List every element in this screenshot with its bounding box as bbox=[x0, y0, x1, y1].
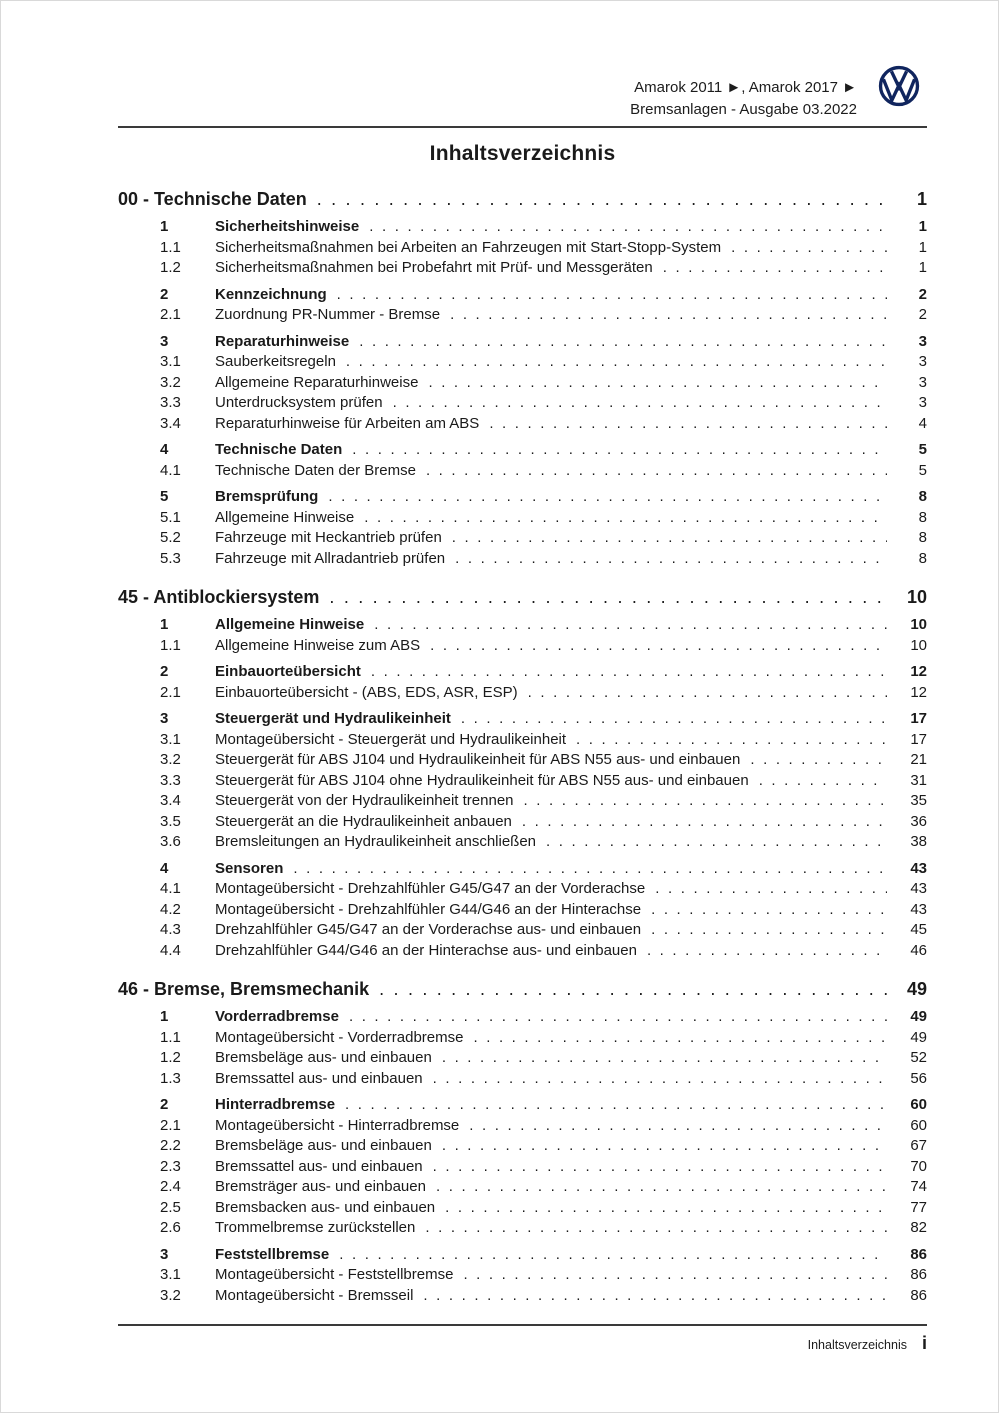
toc-entry-number: 2.3 bbox=[160, 1157, 181, 1175]
toc-entry-page: 86 bbox=[910, 1266, 927, 1283]
toc-entry-number: 2 bbox=[160, 663, 169, 680]
toc-chapter-title: 45 - Antiblockiersystem bbox=[118, 587, 320, 607]
toc-entry-page: 2 bbox=[918, 306, 927, 323]
toc-entry-title: Steuergerät und Hydraulikeinheit bbox=[215, 710, 451, 727]
toc-entry-number: 1 bbox=[160, 218, 169, 235]
toc-entry-number: 2.4 bbox=[160, 1178, 181, 1195]
toc-entry-title: Technische Daten der Bremse bbox=[215, 461, 416, 479]
toc-chapter-row[interactable] bbox=[118, 585, 927, 609]
toc-chapter-row[interactable] bbox=[118, 977, 927, 1001]
dot-leader bbox=[339, 1245, 887, 1266]
toc-entry-row[interactable] bbox=[118, 332, 927, 353]
toc-entry-page: 12 bbox=[910, 663, 927, 680]
toc-entry-page: 3 bbox=[918, 394, 927, 411]
dot-leader bbox=[345, 1095, 887, 1116]
toc-chapter-title: 46 - Bremse, Bremsmechanik bbox=[118, 979, 370, 999]
toc-entry-title: Bremssattel aus- und einbauen bbox=[215, 1069, 423, 1087]
toc-entry-row[interactable] bbox=[118, 879, 927, 900]
toc-entry-number: 1.2 bbox=[160, 259, 181, 276]
dot-leader bbox=[469, 1116, 887, 1137]
toc-entry-page: 36 bbox=[910, 812, 927, 830]
toc-entry-number: 4 bbox=[160, 441, 169, 458]
toc-entry-row[interactable] bbox=[118, 771, 927, 792]
toc-entry-page: 3 bbox=[918, 353, 927, 370]
toc-entry-page: 52 bbox=[910, 1049, 927, 1066]
toc-entry-row[interactable] bbox=[118, 832, 927, 853]
toc-entry-page: 3 bbox=[918, 332, 927, 350]
toc-entry-row[interactable] bbox=[118, 662, 927, 683]
toc-entry-page: 10 bbox=[910, 636, 927, 654]
toc-entry-page: 67 bbox=[910, 1137, 927, 1154]
toc-entry-page: 17 bbox=[910, 730, 927, 748]
toc-entry-title: Montageübersicht - Drehzahlfühler G45/G47 an der Vorderachse bbox=[215, 880, 646, 897]
dot-leader bbox=[455, 549, 887, 570]
toc-entry-number: 2 bbox=[160, 285, 169, 303]
dot-leader bbox=[528, 683, 887, 704]
toc-entry-number: 3.1 bbox=[160, 353, 181, 370]
dot-leader bbox=[750, 750, 887, 771]
toc-entry-number: 5.3 bbox=[160, 549, 181, 567]
dot-leader bbox=[352, 440, 887, 461]
toc-entry-title: Sensoren bbox=[215, 859, 284, 877]
toc-entry-title: Bremsträger aus- und einbauen bbox=[215, 1178, 426, 1195]
toc-entry-row[interactable] bbox=[118, 528, 927, 549]
dot-leader bbox=[489, 414, 887, 435]
toc-entry-row[interactable] bbox=[118, 1218, 927, 1239]
toc-entry-page: 8 bbox=[918, 508, 927, 526]
toc-entry-title: Montageübersicht - Drehzahlfühler G44/G46 an der Hinterachse bbox=[215, 900, 642, 918]
toc-entry-page: 82 bbox=[910, 1219, 927, 1236]
toc-entry-number: 1.3 bbox=[160, 1069, 181, 1087]
toc-entry-number: 5.2 bbox=[160, 529, 181, 546]
toc-entry-number: 2.1 bbox=[160, 1116, 181, 1134]
toc-entry-page: 38 bbox=[910, 833, 927, 850]
toc-entry-page: 70 bbox=[910, 1157, 927, 1175]
toc-entry-number: 3.2 bbox=[160, 1286, 181, 1304]
toc-entry-page: 46 bbox=[910, 941, 927, 959]
toc-entry-page: 5 bbox=[918, 461, 927, 479]
dot-leader bbox=[731, 238, 887, 259]
toc-chapter-row[interactable] bbox=[118, 187, 927, 211]
toc-entry-row[interactable] bbox=[118, 900, 927, 921]
toc-entry-number: 2.6 bbox=[160, 1219, 181, 1236]
header-model-line: Amarok 2011 ►, Amarok 2017 ► bbox=[634, 79, 857, 96]
toc-entry-title: Reparaturhinweise für Arbeiten am ABS bbox=[215, 414, 480, 432]
dot-leader bbox=[655, 879, 887, 900]
page-footer bbox=[118, 1324, 927, 1354]
toc-entry-row[interactable] bbox=[118, 636, 927, 657]
toc-entry-number: 3.5 bbox=[160, 812, 181, 830]
toc-entry-page: 10 bbox=[910, 616, 927, 633]
toc-entry-page: 12 bbox=[910, 683, 927, 701]
toc-entry-title: Fahrzeuge mit Allradantrieb prüfen bbox=[215, 549, 446, 567]
toc-entry-number: 3 bbox=[160, 1245, 169, 1263]
toc-entry-title: Bremsbeläge aus- und einbauen bbox=[215, 1137, 432, 1154]
dot-leader bbox=[369, 217, 887, 238]
dot-leader bbox=[442, 1136, 887, 1157]
toc-entry-title: Zuordnung PR-Nummer - Bremse bbox=[215, 306, 441, 323]
toc-entry-page: 8 bbox=[918, 549, 927, 567]
toc-entry-row[interactable] bbox=[118, 1048, 927, 1069]
toc-entry-page: 74 bbox=[910, 1178, 927, 1195]
footer-section-label: Inhaltsverzeichnis bbox=[807, 1338, 907, 1352]
toc-entry-number: 5 bbox=[160, 488, 169, 505]
toc-entry-row[interactable] bbox=[118, 1245, 927, 1266]
toc-entry-page: 86 bbox=[910, 1245, 927, 1263]
toc-entry-title: Drehzahlfühler G44/G46 an der Hinterachse aus- und einbauen bbox=[215, 941, 637, 959]
dot-leader bbox=[442, 1048, 887, 1069]
toc-entry-row[interactable] bbox=[118, 750, 927, 771]
toc-entry-number: 4 bbox=[160, 859, 169, 877]
toc-entry-page: 56 bbox=[910, 1069, 927, 1087]
dot-leader bbox=[430, 636, 887, 657]
toc-entry-title: Allgemeine Hinweise bbox=[215, 508, 355, 526]
toc-entry-title: Steuergerät für ABS J104 ohne Hydraulikeinheit für ABS N55 aus- und einbauen bbox=[215, 771, 749, 789]
dot-leader bbox=[374, 615, 887, 636]
dot-leader bbox=[393, 393, 887, 414]
toc-entry-page: 21 bbox=[910, 751, 927, 768]
toc-entry-title: Sicherheitsmaßnahmen bei Arbeiten an Fahrzeugen mit Start-Stopp-System bbox=[215, 238, 722, 256]
toc-entry-title: Sicherheitsmaßnahmen bei Probefahrt mit Prüf- und Messgeräten bbox=[215, 259, 653, 276]
toc-entry-title: Montageübersicht - Feststellbremse bbox=[215, 1266, 454, 1283]
toc-entry-number: 2.1 bbox=[160, 683, 181, 701]
toc-entry-number: 2 bbox=[160, 1096, 169, 1113]
dot-leader bbox=[337, 285, 887, 306]
toc-entry-page: 4 bbox=[918, 414, 927, 432]
toc-entry-row[interactable] bbox=[118, 217, 927, 238]
toc-entry-row[interactable] bbox=[118, 393, 927, 414]
dot-leader bbox=[647, 941, 887, 962]
toc-entry-number: 4.4 bbox=[160, 941, 181, 959]
dot-leader bbox=[426, 461, 887, 482]
toc-entry-page: 43 bbox=[910, 859, 927, 877]
dot-leader bbox=[651, 900, 887, 921]
toc-chapter-page: 1 bbox=[916, 189, 927, 209]
dot-leader bbox=[522, 812, 887, 833]
toc-entry-title: Montageübersicht - Vorderradbremse bbox=[215, 1028, 464, 1046]
toc-entry-page: 31 bbox=[910, 771, 927, 789]
dot-leader bbox=[346, 352, 887, 373]
toc-entry-row[interactable] bbox=[118, 730, 927, 751]
toc-entry-page: 49 bbox=[910, 1028, 927, 1046]
toc-entry-page: 86 bbox=[910, 1286, 927, 1304]
dot-leader bbox=[428, 373, 887, 394]
toc-entry-number: 2.1 bbox=[160, 306, 181, 323]
toc-entry-title: Kennzeichnung bbox=[215, 285, 327, 303]
toc-entry-page: 17 bbox=[910, 710, 927, 727]
toc-entry-page: 5 bbox=[918, 441, 927, 458]
toc-entry-page: 2 bbox=[918, 285, 927, 303]
toc-entry-title: Bremssattel aus- und einbauen bbox=[215, 1157, 423, 1175]
toc-entry-title: Allgemeine Hinweise bbox=[215, 616, 365, 633]
toc-entry-row[interactable] bbox=[118, 305, 927, 326]
dot-leader bbox=[445, 1198, 887, 1219]
toc-entry-title: Sicherheitshinweise bbox=[215, 218, 360, 235]
toc-entry-page: 77 bbox=[910, 1198, 927, 1216]
toc-entry-row[interactable] bbox=[118, 352, 927, 373]
toc-entry-row[interactable] bbox=[118, 549, 927, 570]
toc-entry-title: Bremsbeläge aus- und einbauen bbox=[215, 1049, 432, 1066]
toc-entry-row[interactable] bbox=[118, 1157, 927, 1178]
toc-entry-title: Feststellbremse bbox=[215, 1245, 330, 1263]
toc-entry-title: Bremsbacken aus- und einbauen bbox=[215, 1198, 436, 1216]
toc-entry-number: 3.4 bbox=[160, 792, 181, 809]
toc-entry-title: Unterdrucksystem prüfen bbox=[215, 394, 383, 411]
toc-entry-number: 1.1 bbox=[160, 1028, 181, 1046]
toc-entry-number: 1.1 bbox=[160, 238, 181, 256]
toc-entry-number: 4.1 bbox=[160, 461, 181, 479]
toc-entry-row[interactable] bbox=[118, 1198, 927, 1219]
toc-entry-title: Fahrzeuge mit Heckantrieb prüfen bbox=[215, 529, 442, 546]
toc-entry-number: 3 bbox=[160, 710, 169, 727]
dot-leader bbox=[546, 832, 887, 853]
dot-leader bbox=[293, 859, 887, 880]
toc-entry-row[interactable] bbox=[118, 258, 927, 279]
toc-entry-row[interactable] bbox=[118, 1095, 927, 1116]
toc-entry-page: 1 bbox=[918, 218, 927, 235]
toc-entry-number: 3.6 bbox=[160, 833, 181, 850]
toc-entry-title: Montageübersicht - Hinterradbremse bbox=[215, 1116, 460, 1134]
dot-leader bbox=[359, 332, 887, 353]
toc-entry-row[interactable] bbox=[118, 414, 927, 435]
dot-leader bbox=[329, 585, 887, 609]
page-header bbox=[118, 0, 927, 128]
toc-entry-number: 3 bbox=[160, 332, 169, 350]
toc-entry-number: 4.1 bbox=[160, 880, 181, 897]
table-of-contents bbox=[118, 187, 927, 1306]
toc-entry-row[interactable] bbox=[118, 1007, 927, 1028]
toc-entry-number: 2.2 bbox=[160, 1137, 181, 1154]
toc-entry-row[interactable] bbox=[118, 791, 927, 812]
toc-entry-title: Technische Daten bbox=[215, 441, 343, 458]
toc-entry-row[interactable] bbox=[118, 373, 927, 394]
toc-entry-title: Einbauorteübersicht bbox=[215, 663, 361, 680]
toc-entry-page: 43 bbox=[910, 900, 927, 918]
toc-entry-row[interactable] bbox=[118, 615, 927, 636]
toc-entry-page: 49 bbox=[910, 1008, 927, 1025]
toc-entry-page: 35 bbox=[910, 792, 927, 809]
toc-entry-row[interactable] bbox=[118, 1265, 927, 1286]
dot-leader bbox=[349, 1007, 887, 1028]
toc-entry-number: 3.3 bbox=[160, 394, 181, 411]
toc-entry-row[interactable] bbox=[118, 941, 927, 962]
dot-leader bbox=[433, 1157, 887, 1178]
toc-entry-page: 43 bbox=[910, 880, 927, 897]
toc-entry-row[interactable] bbox=[118, 859, 927, 880]
dot-leader bbox=[433, 1069, 887, 1090]
dot-leader bbox=[379, 977, 887, 1001]
toc-entry-title: Bremsprüfung bbox=[215, 488, 319, 505]
dot-leader bbox=[651, 920, 887, 941]
toc-entry-number: 5.1 bbox=[160, 508, 181, 526]
toc-entry-row[interactable] bbox=[118, 1069, 927, 1090]
dot-leader bbox=[364, 508, 887, 529]
toc-entry-page: 1 bbox=[918, 259, 927, 276]
page-title: Inhaltsverzeichnis bbox=[429, 142, 616, 165]
toc-entry-row[interactable] bbox=[118, 1116, 927, 1137]
toc-entry-title: Steuergerät an die Hydraulikeinheit anbauen bbox=[215, 812, 512, 830]
toc-entry-title: Montageübersicht - Steuergerät und Hydraulikeinheit bbox=[215, 730, 567, 748]
dot-leader bbox=[452, 528, 887, 549]
toc-chapter-title: 00 - Technische Daten bbox=[118, 189, 307, 209]
toc-entry-number: 2.5 bbox=[160, 1198, 181, 1216]
toc-chapter-page: 49 bbox=[906, 979, 927, 999]
toc-entry-page: 45 bbox=[910, 921, 927, 938]
toc-entry-title: Drehzahlfühler G45/G47 an der Vorderachse aus- und einbauen bbox=[215, 921, 642, 938]
toc-entry-title: Steuergerät von der Hydraulikeinheit trennen bbox=[215, 792, 514, 809]
toc-entry-title: Sauberkeitsregeln bbox=[215, 353, 336, 370]
dot-leader bbox=[576, 730, 887, 751]
dot-leader bbox=[463, 1265, 887, 1286]
toc-entry-row[interactable] bbox=[118, 1177, 927, 1198]
toc-entry-page: 60 bbox=[910, 1096, 927, 1113]
toc-entry-title: Hinterradbremse bbox=[215, 1096, 336, 1113]
toc-entry-number: 3.3 bbox=[160, 771, 181, 789]
toc-entry-title: Einbauorteübersicht - (ABS, EDS, ASR, ESP) bbox=[215, 683, 518, 701]
toc-chapter-page: 10 bbox=[906, 587, 927, 607]
toc-entry-number: 3.4 bbox=[160, 414, 181, 432]
toc-entry-row[interactable] bbox=[118, 440, 927, 461]
toc-entry-number: 4.3 bbox=[160, 921, 181, 938]
footer-page-number: i bbox=[921, 1333, 927, 1353]
dot-leader bbox=[473, 1028, 887, 1049]
toc-entry-title: Reparaturhinweise bbox=[215, 332, 350, 350]
toc-entry-row[interactable] bbox=[118, 683, 927, 704]
toc-entry-row[interactable] bbox=[118, 508, 927, 529]
header-divider bbox=[118, 126, 927, 128]
dot-leader bbox=[317, 187, 887, 211]
toc-entry-number: 4.2 bbox=[160, 900, 181, 918]
dot-leader bbox=[524, 791, 887, 812]
dot-leader bbox=[371, 662, 887, 683]
toc-entry-title: Bremsleitungen an Hydraulikeinheit anschließen bbox=[215, 833, 537, 850]
toc-entry-title: Allgemeine Reparaturhinweise bbox=[215, 373, 419, 391]
dot-leader bbox=[450, 305, 887, 326]
toc-entry-page: 1 bbox=[918, 238, 927, 256]
dot-leader bbox=[328, 487, 887, 508]
toc-entry-row[interactable] bbox=[118, 461, 927, 482]
toc-entry-row[interactable] bbox=[118, 1136, 927, 1157]
toc-entry-number: 3.1 bbox=[160, 730, 181, 748]
toc-entry-page: 3 bbox=[918, 373, 927, 391]
toc-entry-number: 1.1 bbox=[160, 636, 181, 654]
toc-entry-title: Montageübersicht - Bremsseil bbox=[215, 1286, 414, 1304]
toc-entry-page: 60 bbox=[910, 1116, 927, 1134]
toc-entry-title: Trommelbremse zurückstellen bbox=[215, 1219, 416, 1236]
dot-leader bbox=[759, 771, 887, 792]
toc-entry-page: 8 bbox=[918, 529, 927, 546]
toc-entry-row[interactable] bbox=[118, 238, 927, 259]
toc-entry-row[interactable] bbox=[118, 487, 927, 508]
toc-entry-title: Allgemeine Hinweise zum ABS bbox=[215, 636, 421, 654]
header-edition-line: Bremsanlagen - Ausgabe 03.2022 bbox=[630, 101, 857, 118]
toc-entry-row[interactable] bbox=[118, 920, 927, 941]
dot-leader bbox=[423, 1286, 887, 1307]
toc-entry-number: 1.2 bbox=[160, 1049, 181, 1066]
dot-leader bbox=[436, 1177, 887, 1198]
toc-entry-number: 3.2 bbox=[160, 373, 181, 391]
toc-entry-title: Steuergerät für ABS J104 und Hydraulikeinheit für ABS N55 aus- und einbauen bbox=[215, 751, 741, 768]
vw-logo-icon bbox=[878, 65, 920, 107]
toc-entry-page: 8 bbox=[918, 488, 927, 505]
toc-entry-row[interactable] bbox=[118, 1028, 927, 1049]
toc-entry-number: 3.2 bbox=[160, 751, 181, 768]
toc-entry-title: Vorderradbremse bbox=[215, 1008, 339, 1025]
toc-entry-row[interactable] bbox=[118, 812, 927, 833]
toc-entry-number: 1 bbox=[160, 616, 169, 633]
toc-entry-row[interactable] bbox=[118, 1286, 927, 1307]
dot-leader bbox=[663, 258, 887, 279]
toc-entry-row[interactable] bbox=[118, 285, 927, 306]
toc-entry-number: 1 bbox=[160, 1008, 169, 1025]
toc-entry-number: 3.1 bbox=[160, 1266, 181, 1283]
toc-entry-row[interactable] bbox=[118, 709, 927, 730]
dot-leader bbox=[425, 1218, 887, 1239]
dot-leader bbox=[461, 709, 887, 730]
